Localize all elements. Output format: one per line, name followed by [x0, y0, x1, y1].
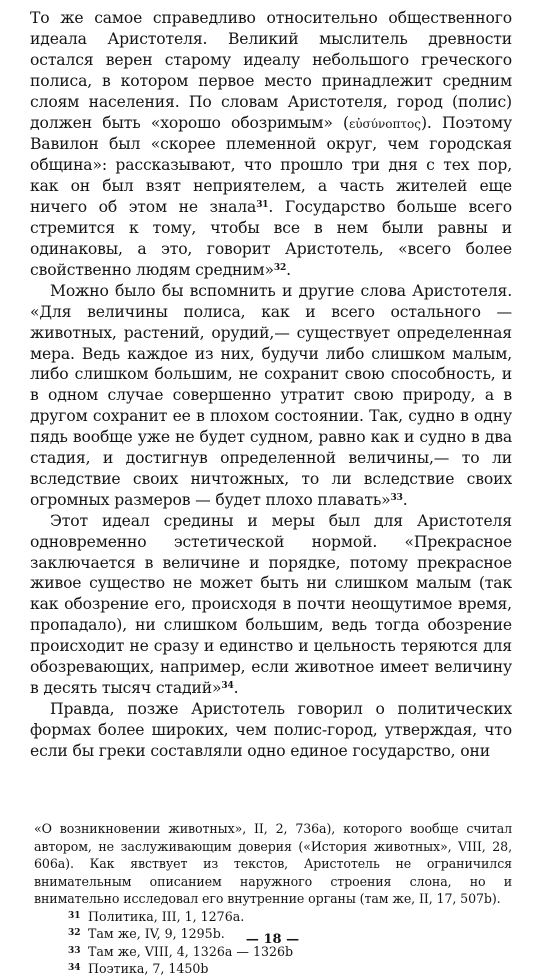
footnote-34 [34, 960, 512, 978]
paragraph-1-part-d: . [286, 260, 291, 279]
paragraph-2-end: . [402, 490, 408, 509]
footnotes-section [34, 820, 512, 978]
footnote-number: 32 [68, 928, 81, 938]
paragraph-2-text: Можно было бы вспомнить и другие слова Аристотеля. «Для величины полиса, как и всего остального — животных, растений, орудий,— существует определенная мера. Ведь каждое из них, будучи либо слишком малым, либо слишком большим, не сохранит свою способность, и в одном случае совершенно утратит свою природу, а в другом сохранит ее в плохом состоянии. Так, судно в одну пядь вообще уже не будет судном, равно как и судно в два стадия, и достигнув определенной величины,— то ли вследствие своих ничтожных, то ли вследствие своих огромных размеров — будет плохо плавать» [30, 281, 512, 509]
paragraph-1 [30, 8, 512, 281]
paragraph-2 [30, 281, 512, 511]
paragraph-3 [30, 511, 512, 699]
paragraph-3-end: . [233, 679, 239, 697]
footnote-text: Там же, IV, 9, 1295b. [88, 926, 225, 941]
footnote-ref-33: 33 [390, 492, 403, 503]
greek-word: εὐσύνοπτος [349, 116, 421, 131]
footnote-ref-31: 31 [256, 200, 269, 211]
footnote-ref-34: 34 [221, 681, 234, 691]
paragraph-1-part-a: То же самое справедливо относительно общественного идеала Аристотеля. Великий мыслитель древности остался верен старому идеалу небольшого греческого полиса, в котором первое место принадлежит средним слоям населения. По словам Аристотеля, город (полис) должен быть «хорошо обозримым» ( [30, 9, 512, 132]
paragraph-1-part-b: ). Поэтому Вавилон был «скорее племенной округ, чем городская община»: рассказывают, что прошло три дня с тех пор, как он был взят неприятелем, а часть жителей еще ничего об этом не знала [30, 113, 513, 217]
page-number: — 18 — [245, 932, 300, 947]
paragraph-1-part-c: . Государство больше всего стремится к тому, чтобы все в нем были равны и одинаковы, а это, говорит Аристотель, «всего более свойственно людям средним» [30, 198, 513, 279]
footnote-text: Там же, VIII, 4, 1326а — 1326b [88, 943, 294, 959]
main-text [30, 8, 512, 762]
footnote-continuation: «О возникновении животных», II, 2, 736а), которого вообще считал автором, не заслуживающим доверия («История животных», VIII, 28, 606а). Как явствует из текстов, Аристотель не ограничился внимательным описанием наружного строения слона, но и внимательно исследовал его внутренние органы (там же, II, 17, 507b). [34, 821, 512, 906]
footnote-number: 31 [68, 910, 81, 921]
paragraph-4 [30, 699, 512, 762]
paragraph-4-text: Правда, позже Аристотель говорил о политических формах более широких, чем полис-город, утверждая, что если бы греки составляли одно единое государство, они [30, 699, 512, 760]
footnote-number: 33 [68, 945, 81, 956]
footnote-number: 34 [68, 963, 81, 973]
footnote-text: Поэтика, 7, 1450b [88, 961, 209, 976]
footnote-31 [34, 908, 512, 926]
paragraph-3-text: Этот идеал средины и меры был для Аристотеля одновременно эстетической нормой. «Прекрасное заключается в величине и порядке, потому прекрасное живое существо не может быть ни слишком малым (так как обозрение его, происходя в почти неощутимое время, пропадало), ни слишком большим, ведь тогда обозрение происходит не сразу и единство и цельность теряются для обозревающих, например, если животное имеет величину в десять тысяч стадий» [30, 511, 512, 697]
footnote-ref-32: 32 [273, 262, 287, 273]
footnote-text: Политика, III, 1, 1276а. [88, 908, 245, 924]
